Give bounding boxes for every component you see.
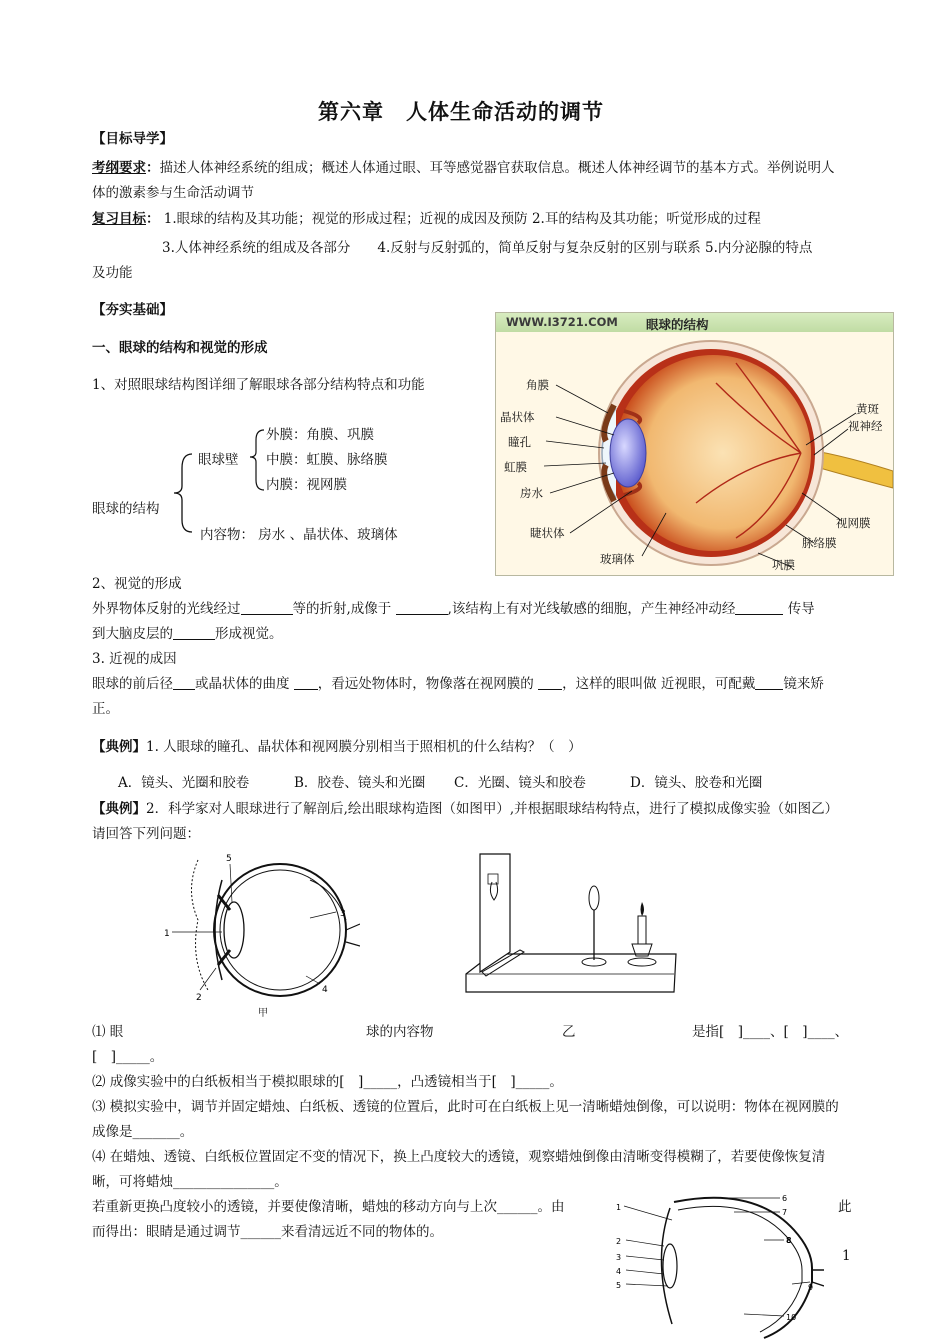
sub1-part-a: ⑴ 眼 — [92, 1024, 124, 1040]
tree-outer-layer: 外膜：角膜、巩膜 — [266, 427, 374, 443]
item3-text-e: 镜来矫 — [783, 676, 824, 692]
tree-brace-inner — [246, 424, 268, 496]
example2-question-line2: 请回答下列问题： — [92, 826, 200, 842]
sub3-line2: 成像是_______。 — [92, 1124, 194, 1140]
fig-c-num-1: 1 — [616, 1203, 622, 1212]
blank-nerve[interactable] — [735, 601, 783, 616]
option-d[interactable]: D．镜头、胶卷和光圈 — [630, 775, 763, 791]
figure-c-eye-section — [614, 1190, 824, 1340]
exam-requirement-text: 描述人体神经系统的组成；概述人体通过眼、耳等感觉器官获取信息。概述人体神经调节的基本方式。举例说明人 — [159, 160, 835, 176]
fig-c-num-7: 7 — [782, 1208, 788, 1217]
fig-c-num-2: 2 — [616, 1237, 622, 1246]
figure-b-experiment — [462, 852, 682, 998]
figure-site: WWW.I3721.COM — [506, 315, 618, 329]
item3-title: 3. 近视的成因 — [92, 651, 177, 667]
item3-text-d: ，这样的眼叫做 近视眼，可配戴 — [562, 676, 756, 692]
tree-inner-layer: 内膜：视网膜 — [266, 477, 347, 493]
exam-requirement-line2: 体的激素参与生命活动调节 — [92, 185, 254, 201]
example1-text: 1. 人眼球的瞳孔、晶状体和视网膜分别相当于照相机的什么结构？（ ） — [146, 739, 582, 755]
fig-c-num-9: 9 — [808, 1283, 814, 1292]
review-target-colon: ： — [146, 211, 160, 227]
sub1-part-b: 球的内容物 — [366, 1024, 434, 1040]
sub5-tail: 此 — [838, 1199, 852, 1215]
item2-line1 — [92, 597, 815, 617]
item2-text-e: 到大脑皮层的 — [92, 626, 173, 642]
tree-wall: 眼球壁 — [198, 452, 239, 468]
tree-content: 内容物： 房水 、晶状体、玻璃体 — [200, 527, 398, 543]
option-b[interactable]: B．胶卷、镜头和光圈 — [294, 775, 426, 791]
review-target-line2: 3.人体神经系统的组成及各部分 4.反射与反射弧的，简单反射与复杂反射的区别与联系 5.内分泌腺的特点 — [162, 240, 813, 256]
tree-middle-layer: 中膜：虹膜、脉络膜 — [266, 452, 388, 468]
fig-c-num-3: 3 — [616, 1253, 622, 1262]
sub5-line2: 而得出：眼睛是通过调节______来看清远近不同的物体的。 — [92, 1224, 443, 1240]
label-retina: 视网膜 — [836, 516, 871, 530]
item3-text-a: 眼球的前后径 — [92, 676, 173, 692]
label-lens: 晶状体 — [500, 410, 535, 424]
example2-text: 2．科学家对人眼球进行了解剖后,绘出眼球构造图（如图甲）,并根据眼球结构特点，进行了模拟成像实验（如图乙） — [146, 801, 839, 817]
tree-root: 眼球的结构 — [92, 501, 160, 517]
fig-c-num-5: 5 — [616, 1281, 622, 1290]
label-macula: 黄斑 — [856, 402, 879, 416]
option-a[interactable]: A．镜头、光圈和胶卷 — [118, 775, 250, 791]
example2-question-line1 — [92, 797, 838, 817]
item1-text: 1、对照眼球结构图详细了解眼球各部分结构特点和功能 — [92, 377, 425, 393]
item2-line2 — [92, 622, 283, 642]
fig-a-num-5: 5 — [226, 854, 232, 864]
label-vitreous: 玻璃体 — [600, 552, 635, 566]
blank-cortex-center[interactable] — [173, 626, 215, 641]
item3-text-c: ，看远处物体时，物像落在视网膜的 — [317, 676, 534, 692]
review-target-line1 — [92, 207, 761, 227]
figure-a-label: 甲 — [258, 1008, 268, 1019]
item2-text-c: ,该结构上有对光线敏感的细胞，产生神经冲动经 — [447, 601, 736, 617]
exam-requirement-line1 — [92, 156, 835, 176]
section-target-heading: 【目标导学】 — [92, 131, 173, 147]
label-pupil: 瞳孔 — [508, 435, 531, 449]
item2-text-a: 外界物体反射的光线经过 — [92, 601, 241, 617]
fig-a-num-1: 1 — [164, 929, 170, 939]
sub2-text: ⑵ 成像实验中的白纸板相当于模拟眼球的[ ]_____，凸透镜相当于[ ]_____。 — [92, 1074, 563, 1090]
blank-lens-type[interactable] — [755, 676, 783, 691]
label-aqueous: 房水 — [520, 486, 543, 500]
blank-axis[interactable] — [173, 676, 195, 691]
item3-text-b: 或晶状体的曲度 — [195, 676, 290, 692]
fig-a-num-3: 3 — [340, 909, 346, 919]
exam-requirement-label: 考纲要求 — [92, 160, 146, 176]
figure-b-label: 乙 — [562, 1024, 576, 1040]
item2-title: 2、视觉的形成 — [92, 576, 182, 592]
blank-image-site[interactable] — [396, 601, 448, 616]
blank-refraction[interactable] — [241, 601, 293, 616]
review-target-label: 复习目标 — [92, 211, 146, 227]
item3-line1 — [92, 672, 824, 692]
figure-caption: 眼球的结构 — [646, 317, 709, 332]
tree-brace-outer — [170, 448, 200, 538]
item2-text-b: 等的折射,成像于 — [292, 601, 392, 617]
page-title: 第六章 人体生命活动的调节 — [318, 99, 604, 124]
eye-structure-figure — [495, 312, 894, 576]
label-choroid: 脉络膜 — [802, 536, 837, 550]
section1-title: 一、眼球的结构和视觉的形成 — [92, 340, 268, 356]
review-target-line3: 及功能 — [92, 265, 133, 281]
exam-requirement-colon: ： — [146, 160, 160, 176]
sub4-line2: 晰，可将蜡烛_______________。 — [92, 1174, 288, 1190]
example1-head: 【典例】 — [92, 739, 146, 755]
label-ciliary-body: 睫状体 — [530, 526, 565, 540]
sub3-line1: ⑶ 模拟实验中，调节并固定蜡烛、白纸板、透镜的位置后，此时可在白纸板上见一清晰蜡烛倒像，可以说明：物体在视网膜的 — [92, 1099, 839, 1115]
label-sclera: 巩膜 — [772, 558, 795, 572]
blank-position[interactable] — [538, 676, 562, 691]
fig-a-num-2: 2 — [196, 993, 202, 1003]
option-c[interactable]: C．光圈、镜头和胶卷 — [454, 775, 586, 791]
label-optic-nerve: 视神经 — [848, 419, 883, 433]
review-target-text: 1.眼球的结构及其功能；视觉的形成过程；近视的成因及预防 2.耳的结构及其功能；听觉形成的过程 — [163, 211, 761, 227]
example2-head: 【典例】 — [92, 801, 146, 817]
item2-text-d: 传导 — [787, 601, 815, 617]
label-iris: 虹膜 — [504, 460, 527, 474]
item3-line2: 正。 — [92, 701, 119, 717]
label-cornea: 角膜 — [526, 378, 549, 392]
sub4-line1: ⑷ 在蜡烛、透镜、白纸板位置固定不变的情况下，换上凸度较大的透镜，观察蜡烛倒像由清晰变得模糊了，若要使像恢复清 — [92, 1149, 826, 1165]
fig-a-num-4: 4 — [322, 985, 328, 995]
fig-c-num-4: 4 — [616, 1267, 622, 1276]
fig-c-num-8: 8 — [786, 1236, 792, 1245]
sub1-part-d: [ ]_____。 — [92, 1049, 164, 1065]
example1-question — [92, 735, 582, 755]
blank-curvature[interactable] — [294, 676, 318, 691]
sub1-part-c: 是指[ ]____、[ ]____、 — [692, 1024, 849, 1040]
fig-c-num-6: 6 — [782, 1194, 788, 1203]
figure-a-eye-section — [160, 850, 360, 1020]
sub5-line1: 若重新更换凸度较小的透镜，并要使像清晰，蜡烛的移动方向与上次______。由 — [92, 1199, 565, 1215]
fig-c-num-10: 10 — [786, 1313, 797, 1322]
section-basis-heading: 【夯实基础】 — [92, 302, 173, 318]
item2-text-f: 形成视觉。 — [215, 626, 283, 642]
page-number: 1 — [842, 1248, 851, 1264]
